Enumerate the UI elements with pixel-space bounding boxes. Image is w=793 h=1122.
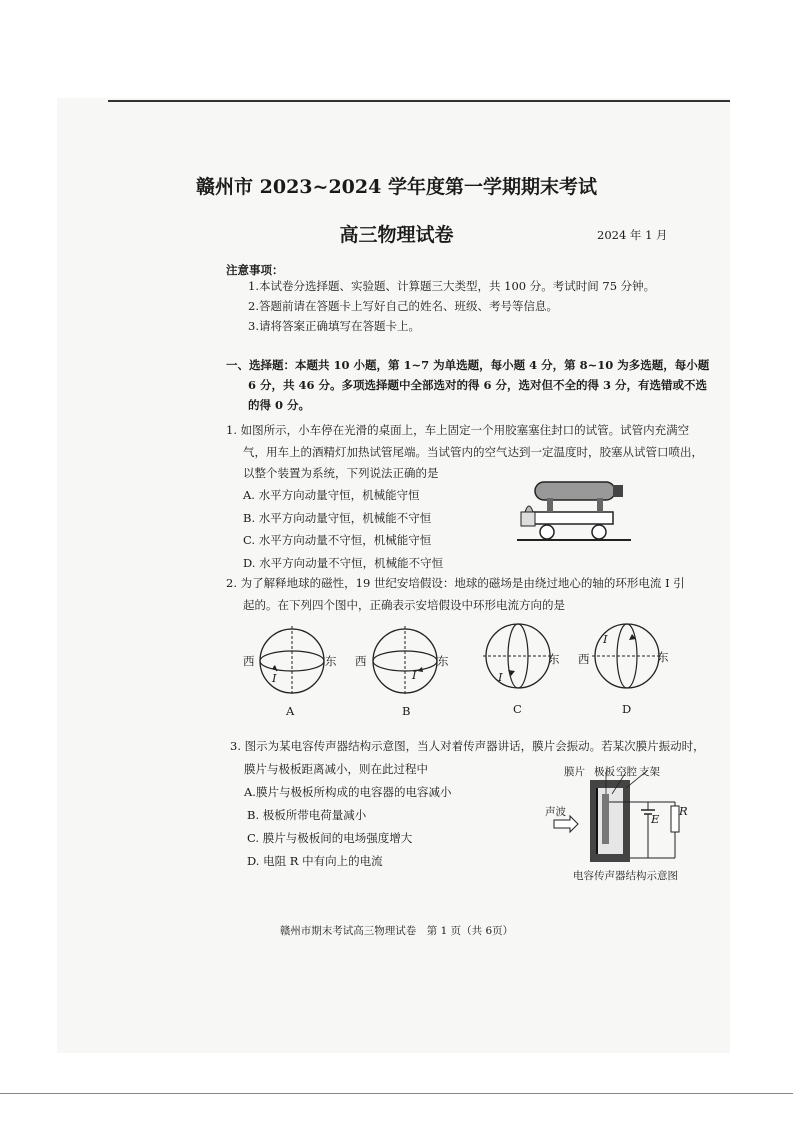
q3-stem: 3. 图示为某电容传声器结构示意图，当人对着传声器讲话，膜片会振动。若某次膜片振动时， [230, 739, 705, 753]
q1-stem: 气，用车上的酒精灯加热试管尾端。当试管内的空气达到一定温度时，胶塞从试管口喷出， [243, 445, 703, 459]
section-heading-line: 的得 0 分。 [248, 398, 311, 412]
exam-title: 赣州市 2023~2024 学年度第一学期期末考试 [196, 176, 597, 198]
q1-option-d: D. 水平方向动量不守恒，机械能不守恒 [243, 556, 444, 570]
resistor-label: R [679, 804, 688, 818]
q3-stem: 膜片与极板距离减小，则在此过程中 [244, 762, 428, 776]
notice-item: 1.本试卷分选择题、实验题、计算题三大类型，共 100 分。考试时间 75 分钟。 [248, 279, 656, 293]
label-east: 东 [437, 654, 449, 668]
option-label-a: A [286, 704, 295, 718]
q2-stem: 2. 为了解释地球的磁性，19 世纪安培假设：地球的磁场是由绕过地心的轴的环形电流 I 引 [226, 576, 685, 590]
globe-c-figure [483, 620, 553, 692]
current-label: I [603, 632, 608, 646]
figure-caption: 电容传声器结构示意图 [573, 870, 678, 882]
q1-option-c: C. 水平方向动量不守恒，机械能守恒 [243, 533, 432, 547]
q1-stem: 1. 如图所示，小车停在光滑的桌面上，车上固定一个用胶塞塞住封口的试管。试管内充满空 [226, 423, 690, 437]
notice-item: 2.答题前请在答题卡上写好自己的姓名、班级、考号等信息。 [248, 299, 558, 313]
membrane-label: 膜片 [564, 766, 585, 778]
option-label-b: B [402, 704, 411, 718]
cart-test-tube-figure [515, 472, 635, 544]
section-heading: 一、选择题：本题共 10 小题，第 1~7 为单选题，每小题 4 分，第 8~10 为多选题，每小题 [226, 358, 710, 372]
notice-heading: 注意事项： [226, 263, 284, 277]
exam-date: 2024 年 1 月 [597, 228, 668, 242]
label-west: 西 [243, 654, 255, 668]
page-footer: 赣州市期末考试高三物理试卷 第 1 页（共 6页） [279, 925, 514, 937]
option-label-d: D [622, 702, 632, 716]
notice-item: 3.请将答案正确填写在答题卡上。 [248, 319, 420, 333]
label-east: 东 [325, 654, 337, 668]
label-west: 西 [355, 654, 367, 668]
q2-stem: 起的。在下列四个图中，正确表示安培假设中环形电流方向的是 [243, 598, 565, 612]
plate-label: 极板 [594, 766, 615, 778]
globe-d-figure [592, 620, 662, 692]
q3-option-c: C. 膜片与极板间的电场强度增大 [247, 831, 413, 845]
q1-stem: 以整个装置为系统，下列说法正确的是 [243, 466, 439, 480]
capacitor-microphone-figure [540, 762, 690, 874]
globe-b-figure [370, 626, 440, 696]
current-label: I [272, 671, 277, 685]
q3-option-a: A.膜片与极板所构成的电容器的电容减小 [244, 785, 452, 799]
frame-label: 支架 [639, 766, 660, 778]
q1-option-a: A. 水平方向动量守恒，机械能守恒 [243, 488, 420, 502]
label-west: 西 [578, 652, 590, 666]
globe-a-figure [257, 626, 327, 696]
sound-wave-label: 声波 [545, 806, 566, 818]
cavity-label: 空腔 [616, 766, 637, 778]
section-heading-line: 6 分，共 46 分。多项选择题中全部选对的得 6 分，选对但不全的得 3 分，有选错或不选 [248, 378, 708, 392]
current-label: I [412, 668, 417, 682]
current-label: I [498, 670, 503, 684]
exam-subtitle: 高三物理试卷 [339, 224, 454, 246]
label-east: 东 [548, 652, 560, 666]
q1-option-b: B. 水平方向动量守恒，机械能不守恒 [243, 511, 432, 525]
option-label-c: C [513, 702, 522, 716]
top-rule [108, 100, 730, 102]
q3-option-b: B. 极板所带电荷量减小 [247, 808, 367, 822]
bottom-rule [0, 1093, 793, 1094]
label-east: 东 [657, 650, 669, 664]
q3-option-d: D. 电阻 R 中有向上的电流 [247, 854, 383, 868]
emf-label: E [651, 812, 660, 826]
